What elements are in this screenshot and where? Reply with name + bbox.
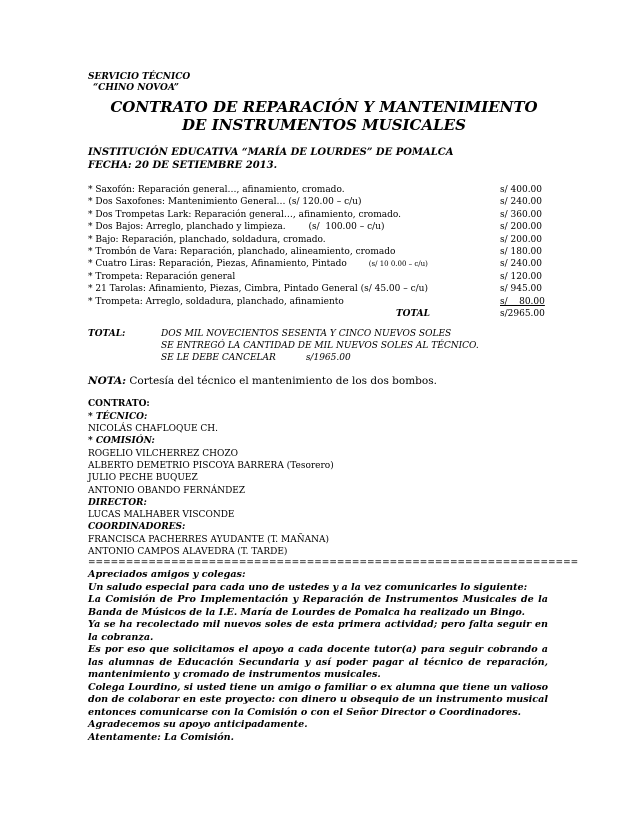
paragraph: Es por eso que solicitamos el apoyo a cada docente tutor(a) para seguir cobrando a las alumnas de Educación Secundaria y así poder pagar al técnico de reparación, mantenimiento y cromado de instrumentos musicales.: [88, 644, 548, 681]
total-row: [88, 308, 548, 320]
item-description: * Trompeta: Arreglo, soldadura, planchado, afinamiento: [88, 296, 344, 307]
list-item: [88, 209, 548, 221]
paragraph: La Comisión de Pro Implementación y Reparación de Instrumentos Musicales de la Banda de Músicos de la I.E. María de Lourdes de Pomalca ha realizado un Bingo.: [88, 594, 548, 618]
institution-name: INSTITUCIÓN EDUCATIVA “MARÍA DE LOURDES” DE POMALCA: [88, 147, 454, 158]
item-description: * Dos Saxofones: Mantenimiento General… (s/ 120.00 – c/u): [88, 197, 362, 208]
paragraph: Ya se ha recolectado mil nuevos soles de esta primera actividad; pero falta seguir en la cobranza.: [88, 619, 548, 643]
item-description: * 21 Tarolas: Afinamiento, Piezas, Cimbra, Pintado General (s/ 45.00 – c/u): [88, 284, 428, 295]
summary-text: [161, 328, 479, 364]
greeting: Apreciados amigos y colegas:: [88, 569, 246, 581]
contract-date: FECHA: 20 DE SETIEMBRE 2013.: [88, 160, 278, 171]
item-description: * Trompeta: Reparación general: [88, 271, 236, 282]
director-name: LUCAS MALHABER VISCONDE: [88, 510, 235, 521]
amount-due-label: SE LE DEBE CANCELAR: [161, 353, 276, 364]
item-description: * Dos Bajos: Arreglo, planchado y limpieza. (s/ 100.00 – c/u): [88, 222, 385, 233]
item-description: * Trombón de Vara: Reparación, planchado, alineamiento, cromado: [88, 247, 396, 258]
contract-heading: CONTRATO:: [88, 399, 150, 410]
item-description: * Bajo: Reparación, planchado, soldadura, cromado.: [88, 234, 326, 245]
item-price: s/ 80.00: [500, 296, 545, 307]
signature-line: Atentamente: La Comisión.: [88, 731, 234, 743]
list-item: [88, 258, 548, 270]
item-price: s/ 240.00: [500, 259, 543, 270]
document: [88, 72, 579, 744]
total-label: TOTAL: [395, 309, 430, 320]
item-unit-price: (s/ 10 0.00 – c/u): [368, 260, 428, 269]
amount-due-value: s/1965.00: [305, 353, 351, 364]
title-line-1: CONTRATO DE REPARACIÓN Y MANTENIMIENTO: [110, 98, 538, 116]
item-description: [88, 258, 428, 270]
item-price: s/ 200.00: [500, 222, 543, 233]
list-item: [88, 271, 548, 283]
total-summary: [88, 328, 548, 364]
item-price: s/ 200.00: [500, 234, 543, 245]
list-item: [88, 234, 548, 246]
item-price: s/ 360.00: [500, 209, 543, 220]
service-nickname: “CHINO NOVOA”: [93, 83, 179, 93]
coordinators-label: COORDINADORES:: [88, 522, 186, 533]
technician-name: NICOLÁS CHAFLOQUE CH.: [88, 424, 219, 435]
total-value: s/2965.00: [500, 309, 545, 320]
commission-member: ROGELIO VILCHERREZ CHOZO: [88, 448, 239, 459]
title-line-2: DE INSTRUMENTOS MUSICALES: [182, 116, 466, 134]
paragraph: Un saludo especial para cada uno de ustedes y a la vez comunicarles lo siguiente:: [88, 581, 528, 593]
list-item: [88, 184, 548, 196]
paragraph: Colega Lourdino, si usted tiene un amigo o familiar o ex alumna que tiene un valioso don de colaborar en este proyecto: con dinero u obsequio de un instrumento musical entonces comunicarse con la Comisión o con el Señor Director o Coordinadores.: [88, 681, 548, 718]
commission-label: * COMISIÓN:: [88, 436, 155, 447]
note-text: Cortesía del técnico el mantenimiento de los dos bombos.: [126, 375, 437, 388]
list-item: [88, 196, 548, 208]
item-description: * Dos Trompetas Lark: Reparación general…, afinamiento, cromado.: [88, 209, 402, 220]
note: [88, 374, 548, 388]
technician-label: * TÉCNICO:: [88, 411, 148, 422]
items-list: [88, 184, 548, 320]
commission-member: ALBERTO DEMETRIO PISCOYA BARRERA (Tesorero): [88, 460, 334, 471]
amount-delivered: SE ENTREGÓ LA CANTIDAD DE MIL NUEVOS SOLES AL TÉCNICO.: [161, 341, 479, 352]
list-item: [88, 246, 548, 258]
item-price: s/ 400.00: [500, 185, 543, 195]
item-price: s/ 945.00: [500, 284, 543, 295]
amount-in-words: DOS MIL NOVECIENTOS SESENTA Y CINCO NUEVOS SOLES: [161, 329, 452, 340]
institution-block: [88, 146, 548, 172]
list-item: [88, 283, 548, 295]
announcement: [88, 569, 548, 744]
item-price: s/ 120.00: [500, 271, 543, 282]
coordinator-name: FRANCISCA PACHERRES AYUDANTE (T. MAÑANA): [88, 534, 330, 545]
list-item: [88, 221, 548, 233]
item-description-text: * Cuatro Liras: Reparación, Piezas, Afinamiento, Pintado: [88, 259, 347, 270]
commission-member: JULIO PECHE BUQUEZ: [88, 473, 198, 484]
coordinator-name: ANTONIO CAMPOS ALAVEDRA (T. TARDE): [88, 547, 288, 558]
list-item: [88, 296, 548, 308]
item-description: * Saxofón: Reparación general…, afinamiento, cromado.: [88, 185, 345, 195]
note-label: NOTA:: [88, 375, 127, 388]
commission-member: ANTONIO OBANDO FERNÁNDEZ: [88, 485, 246, 496]
paragraph: Agradecemos su apoyo anticipadamente.: [88, 719, 308, 731]
summary-label: TOTAL:: [88, 329, 126, 340]
director-label: DIRECTOR:: [88, 497, 147, 508]
contract-parties: [88, 398, 548, 558]
separator-line: =================================================================: [88, 558, 579, 569]
document-title: [88, 98, 548, 134]
amount-due: [161, 352, 479, 364]
item-price: s/ 180.00: [500, 247, 543, 258]
item-price: s/ 240.00: [500, 197, 543, 208]
service-name: SERVICIO TÉCNICO: [88, 72, 191, 82]
